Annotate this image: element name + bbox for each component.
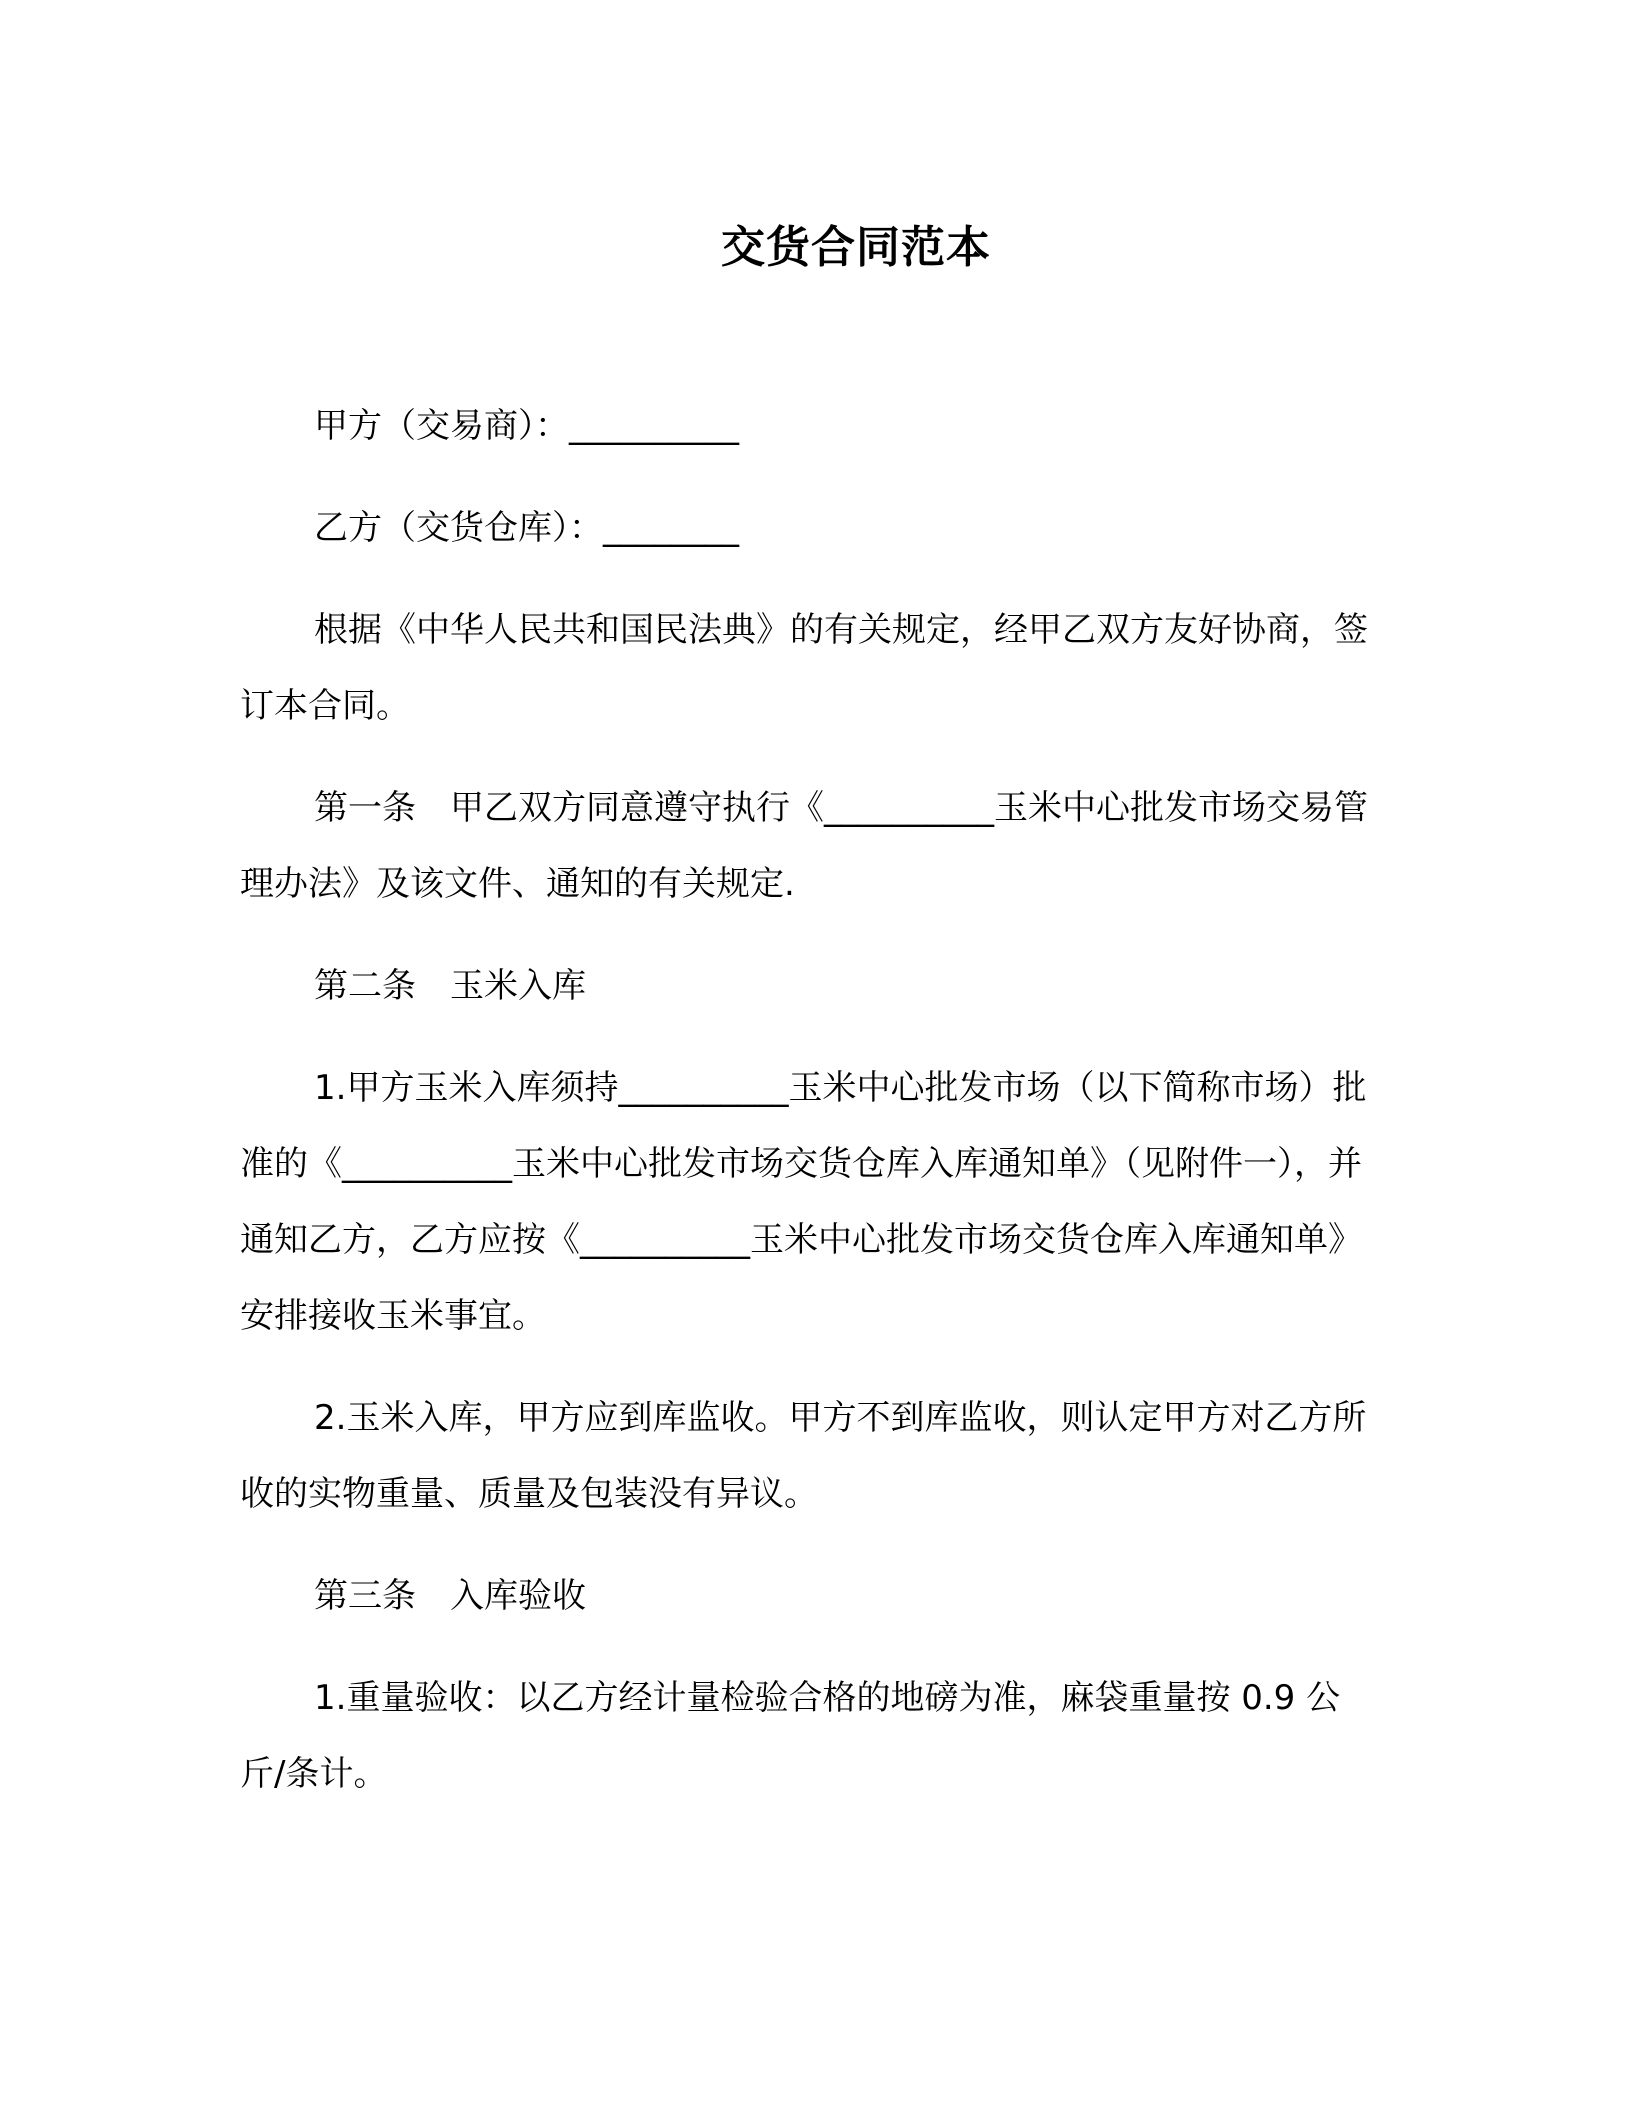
article-2-item-2: 2.玉米入库，甲方应到库监收。甲方不到库监收，则认定甲方对乙方所收的实物重量、质量及包装没有异议。 [240,1398,1367,1514]
preamble-paragraph: 根据《中华人民共和国民法典》的有关规定，经甲乙双方友好协商，签订本合同。 [240,610,1368,726]
article-3-item-1: 1.重量验收：以乙方经计量检验合格的地磅为准，麻袋重量按 0.9 公斤/条计。 [240,1678,1341,1794]
document-title: 交货合同范本 [721,222,991,273]
article-1-paragraph: 第一条 甲乙双方同意遵守执行《__________玉米中心批发市场交易管理办法》及该文件、通知的有关规定. [240,788,1368,904]
party-a-line: 甲方（交易商）：__________ [314,406,739,446]
party-b-line: 乙方（交货仓库）：________ [314,508,739,548]
document-body [240,388,1382,1812]
article-3-heading: 第三条 入库验收 [314,1576,586,1616]
article-2-item-1: 1.甲方玉米入库须持__________玉米中心批发市场（以下简称市场）批准的《__________玉米中心批发市场交货仓库入库通知单》（见附件一），并通知乙方，乙方应按《__________玉米中心批发市场交货仓库入库通知单》安排接收玉米事宜。 [240,1068,1367,1336]
article-2-heading: 第二条 玉米入库 [314,966,586,1006]
